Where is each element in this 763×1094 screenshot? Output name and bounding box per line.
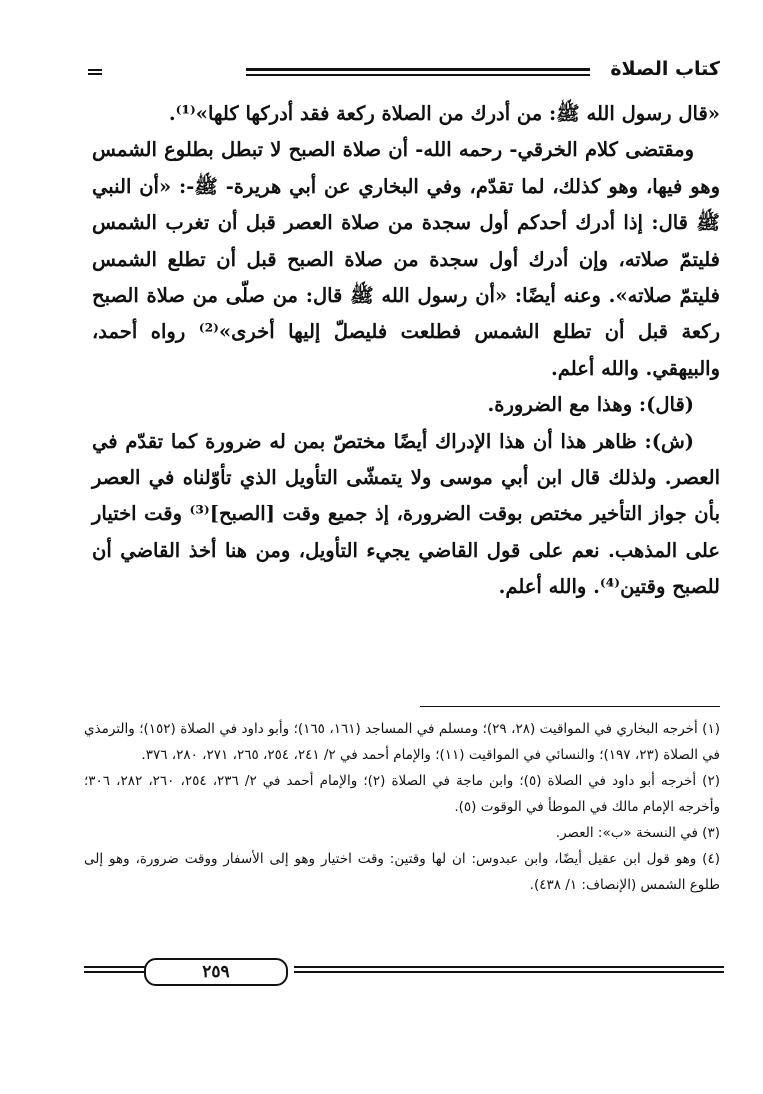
footnote-4: (٤) وهو قول ابن عقيل أيضًا، وابن عبدوس: ان لها وقتين: وقت اختيار وهو إلى الأسفار ووقت ضرورة، وهو إلى طلوع الشمس (الإنصاف: ١/ ٤٣٨).	[84, 851, 720, 893]
paragraph-hadith-quote: «قال رسول الله ﷺ: من أدرك من الصلاة ركعة فقد أدركها كلها»⁽¹⁾.	[168, 102, 720, 125]
paragraph-kharaqi: ومقتضى كلام الخرقي- رحمه الله- أن صلاة الصبح لا تبطل بطلوع الشمس وهو فيها، وهو كذلك، لما تقدّم، وفي البخاري عن أبي هريرة- ﷺ-: «أن النبي ﷺ قال: إذا أدرك أحدكم أول سجدة من صلاة العصر قبل أن تغرب الشمس فليتمّ صلاته، وإن أدرك أول سجدة من صلاة الصبح قبل أن تطلع الشمس فليتمّ صلاته». وعنه أيضًا: «أن رسول الله ﷺ قال: من صلّى من صلاة الصبح ركعة قبل أن تطلع الشمس فطلعت فليصلّ إليها أخرى»⁽²⁾ رواه أحمد، والبيهقي. والله أعلم.	[92, 138, 721, 380]
footnotes	[84, 716, 720, 898]
header-rule	[246, 68, 590, 79]
running-header	[88, 56, 720, 86]
footer-rule-right	[294, 966, 724, 976]
footnote-1: (١) أخرجه البخاري في المواقيت (٢٨، ٢٩)؛ ومسلم في المساجد (١٦١، ١٦٥)؛ وأبو داود في الصلاة (١٥٢)؛ والترمذي في الصلاة (٢٣، ١٩٧)؛ والنسائي في المواقيت (١١)؛ والإمام أحمد في ٢/ ٢٤١، ٢٥٤، ٢٦٥، ٢٧١، ٢٨٠، ٣٧٦.	[84, 721, 720, 763]
header-ornament-left	[88, 69, 98, 77]
page-footer	[84, 958, 724, 988]
footnote-2: (٢) أخرجه أبو داود في الصلاة (٥)؛ وابن ماجة في الصلاة (٢)؛ والإمام أحمد في ٢/ ٢٣٦، ٢٥٤، ٢٦٠، ٢٨٢، ٣٠٦؛ وأخرجه الإمام مالك في الموطأ في الوقوت (٥).	[84, 773, 720, 815]
page-number: ٢٥٩	[144, 958, 288, 986]
paragraph-sharh: (ش): ظاهر هذا أن هذا الإدراك أيضًا مختصّ بمن له ضرورة كما تقدّم في العصر. ولذلك قال ابن أبي موسى ولا يتمشّى التأويل الذي تأوّلناه في العصر بأن جواز التأخير مختص بوقت الضرورة، إذ جميع وقت [الصبح]⁽³⁾ وقت اختيار على المذهب. نعم على قول القاضي يجيء التأويل، ومن هنا أخذ القاضي أن للصبح وقتين⁽⁴⁾. والله أعلم.	[92, 429, 720, 599]
main-text	[92, 96, 720, 606]
footnote-separator	[420, 706, 720, 707]
footnote-3: (٣) في النسخة «ب»: العصر.	[555, 825, 720, 841]
chapter-title: كتاب الصلاة	[610, 58, 720, 80]
paragraph-qal: (قال): وهذا مع الضرورة.	[487, 393, 694, 417]
